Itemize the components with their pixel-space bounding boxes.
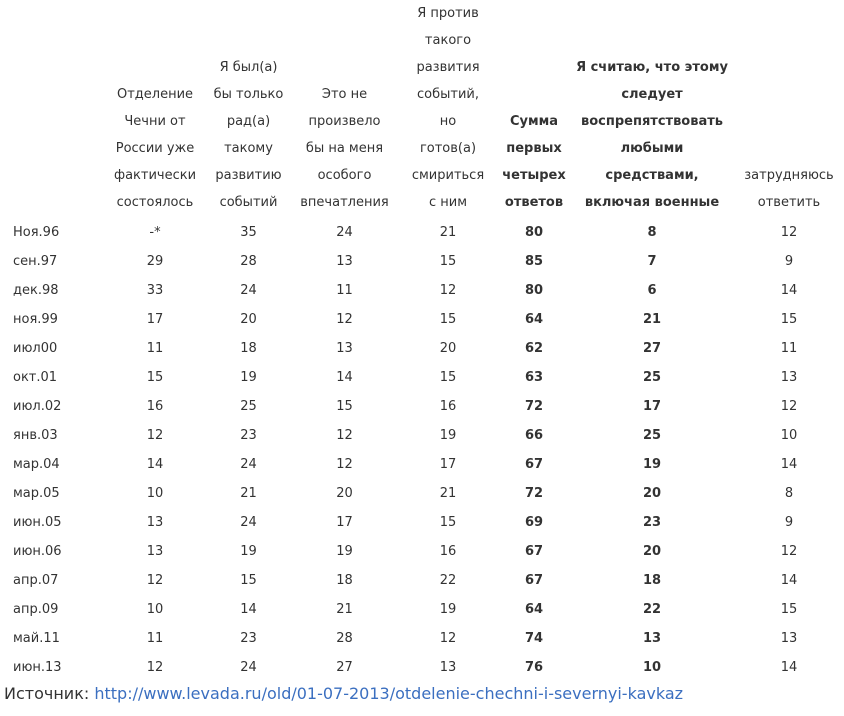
value-cell: 25 (240, 399, 257, 414)
col-header-already-separated (105, 0, 205, 218)
value-cell: 14 (240, 602, 257, 617)
value-cell: 15 (780, 312, 798, 327)
value-cell: 69 (524, 515, 544, 530)
value-cell: 11 (336, 283, 353, 298)
value-cell: 20 (439, 341, 457, 356)
value-cell: 12 (336, 428, 353, 443)
table-row (3, 479, 843, 508)
row-date-cell: янв.03 (13, 428, 58, 443)
value-cell: 11 (780, 341, 798, 356)
value-cell: 20 (642, 544, 662, 559)
value-cell: 19 (439, 602, 457, 617)
value-cell: 85 (524, 254, 544, 269)
value-cell: 14 (336, 370, 353, 385)
value-cell: 22 (642, 602, 662, 617)
row-date-cell: апр.07 (13, 573, 59, 588)
value-cell: 24 (240, 283, 257, 298)
value-cell: 15 (439, 254, 457, 269)
value-cell: 9 (784, 254, 794, 269)
value-cell: 15 (780, 602, 798, 617)
value-cell: 80 (524, 283, 544, 298)
value-cell: 21 (439, 225, 457, 240)
table-row (3, 305, 843, 334)
col-header-text: Я считаю, что этому следует воспрепятствовать любыми средствами, включая военные (576, 60, 728, 210)
row-date-cell: окт.01 (13, 370, 58, 385)
value-cell: 13 (780, 370, 798, 385)
value-cell: 12 (146, 428, 164, 443)
value-cell: 16 (439, 399, 457, 414)
value-cell: 23 (642, 515, 662, 530)
value-cell: 66 (524, 428, 544, 443)
col-header-sum-first-four (499, 0, 569, 218)
value-cell: 28 (336, 631, 353, 646)
value-cell: 21 (642, 312, 662, 327)
value-cell: 13 (439, 660, 457, 675)
value-cell: 17 (336, 515, 353, 530)
value-cell: 9 (784, 515, 794, 530)
value-cell: 15 (146, 370, 164, 385)
value-cell: 72 (524, 399, 544, 414)
poll-table (3, 0, 843, 682)
table-body (3, 218, 843, 682)
header-row (3, 0, 843, 218)
col-header-hard-to-say (735, 0, 843, 218)
value-cell: 18 (642, 573, 662, 588)
table-row (3, 247, 843, 276)
row-date-cell: Ноя.96 (13, 225, 60, 240)
value-cell: 17 (439, 457, 457, 472)
value-cell: 25 (642, 370, 662, 385)
col-header-date (3, 0, 105, 218)
col-header-text: Я против такого развития событий, но готов(а) смириться с ним (411, 6, 485, 210)
value-cell: 13 (336, 341, 353, 356)
value-cell: 15 (439, 515, 457, 530)
row-date-cell: мар.05 (13, 486, 60, 501)
value-cell: 29 (146, 254, 164, 269)
value-cell: 23 (240, 428, 257, 443)
value-cell: 27 (336, 660, 353, 675)
value-cell: 16 (146, 399, 164, 414)
value-cell: 21 (439, 486, 457, 501)
value-cell: 17 (146, 312, 164, 327)
row-date-cell: июн.05 (13, 515, 62, 530)
value-cell: 76 (524, 660, 544, 675)
table-row (3, 334, 843, 363)
value-cell: 24 (240, 457, 257, 472)
col-header-against-but-accept (397, 0, 499, 218)
col-header-no-impression (292, 0, 397, 218)
value-cell: 11 (146, 341, 164, 356)
value-cell: 15 (439, 370, 457, 385)
value-cell: 12 (780, 399, 798, 414)
value-cell: 64 (524, 602, 544, 617)
table-row (3, 566, 843, 595)
value-cell: 14 (146, 457, 164, 472)
value-cell: 28 (240, 254, 257, 269)
value-cell: 10 (780, 428, 798, 443)
value-cell: 12 (146, 573, 164, 588)
value-cell: 20 (240, 312, 257, 327)
value-cell: 24 (240, 515, 257, 530)
value-cell: 13 (336, 254, 353, 269)
source-line (4, 684, 683, 703)
value-cell: 72 (524, 486, 544, 501)
table-row (3, 508, 843, 537)
value-cell: 12 (439, 631, 457, 646)
value-cell: 64 (524, 312, 544, 327)
value-cell: 12 (336, 457, 353, 472)
value-cell: 14 (780, 457, 798, 472)
source-link[interactable]: http://www.levada.ru/old/01-07-2013/otdelenie-chechni-i-severnyi-kavkaz (94, 684, 684, 703)
value-cell: 14 (780, 660, 798, 675)
value-cell: 24 (240, 660, 257, 675)
value-cell: 12 (439, 283, 457, 298)
value-cell: 12 (780, 544, 798, 559)
value-cell: 20 (642, 486, 662, 501)
value-cell: 11 (146, 631, 164, 646)
value-cell: 14 (780, 573, 798, 588)
value-cell: 22 (439, 573, 457, 588)
col-header-text: Сумма первых четырех ответов (502, 114, 566, 210)
value-cell: 25 (642, 428, 662, 443)
row-date-cell: июл00 (13, 341, 58, 356)
value-cell: 67 (524, 544, 544, 559)
table-row (3, 450, 843, 479)
value-cell: 33 (146, 283, 164, 298)
value-cell: 8 (647, 225, 657, 240)
row-date-cell: июн.13 (13, 660, 62, 675)
value-cell: 12 (780, 225, 798, 240)
value-cell: 35 (240, 225, 257, 240)
row-date-cell: дек.98 (13, 283, 59, 298)
value-cell: 13 (146, 515, 164, 530)
source-label: Источник: (4, 684, 90, 703)
value-cell: 17 (642, 399, 662, 414)
col-header-text: затрудняюсь ответить (744, 168, 834, 210)
value-cell: 6 (647, 283, 657, 298)
value-cell: 27 (642, 341, 662, 356)
value-cell: 18 (240, 341, 257, 356)
row-date-cell: ноя.99 (13, 312, 58, 327)
col-header-text: Я был(а) бы только рад(а) такому развитию событий (213, 60, 284, 210)
value-cell: 15 (240, 573, 257, 588)
value-cell: 23 (240, 631, 257, 646)
table-row (3, 595, 843, 624)
value-cell: 16 (439, 544, 457, 559)
table-row (3, 653, 843, 682)
value-cell: 18 (336, 573, 353, 588)
table-row (3, 537, 843, 566)
row-date-cell: июн.06 (13, 544, 62, 559)
value-cell: 10 (146, 486, 164, 501)
value-cell: 15 (336, 399, 353, 414)
col-header-text: Это не произвело бы на меня особого впечатления (300, 87, 389, 210)
value-cell: 14 (780, 283, 798, 298)
value-cell: 20 (336, 486, 353, 501)
table-row (3, 624, 843, 653)
value-cell: 19 (240, 544, 257, 559)
value-cell: 80 (524, 225, 544, 240)
value-cell: 24 (336, 225, 353, 240)
col-header-text: Отделение Чечни от России уже фактически состоялось (113, 87, 197, 210)
value-cell: 10 (642, 660, 662, 675)
row-date-cell: апр.09 (13, 602, 59, 617)
value-cell: 19 (240, 370, 257, 385)
value-cell: 19 (439, 428, 457, 443)
value-cell: 67 (524, 457, 544, 472)
col-header-glad (205, 0, 292, 218)
value-cell: 67 (524, 573, 544, 588)
value-cell: 21 (240, 486, 257, 501)
value-cell: 63 (524, 370, 544, 385)
value-cell: 12 (146, 660, 164, 675)
row-date-cell: мар.04 (13, 457, 60, 472)
table-row (3, 218, 843, 247)
value-cell: 7 (647, 254, 657, 269)
col-header-prevent-by-any-means (569, 0, 735, 218)
value-cell: 8 (784, 486, 794, 501)
row-date-cell: июл.02 (13, 399, 62, 414)
value-cell: 13 (642, 631, 662, 646)
value-cell: 19 (336, 544, 353, 559)
value-cell: 62 (524, 341, 544, 356)
value-cell: 13 (780, 631, 798, 646)
value-cell: 12 (336, 312, 353, 327)
table-row (3, 392, 843, 421)
value-cell: 19 (642, 457, 662, 472)
row-date-cell: сен.97 (13, 254, 58, 269)
value-cell: 21 (336, 602, 353, 617)
table-row (3, 276, 843, 305)
value-cell: 74 (524, 631, 544, 646)
value-cell: -* (149, 225, 161, 240)
value-cell: 15 (439, 312, 457, 327)
row-date-cell: май.11 (13, 631, 60, 646)
table-row (3, 363, 843, 392)
value-cell: 13 (146, 544, 164, 559)
table-row (3, 421, 843, 450)
value-cell: 10 (146, 602, 164, 617)
